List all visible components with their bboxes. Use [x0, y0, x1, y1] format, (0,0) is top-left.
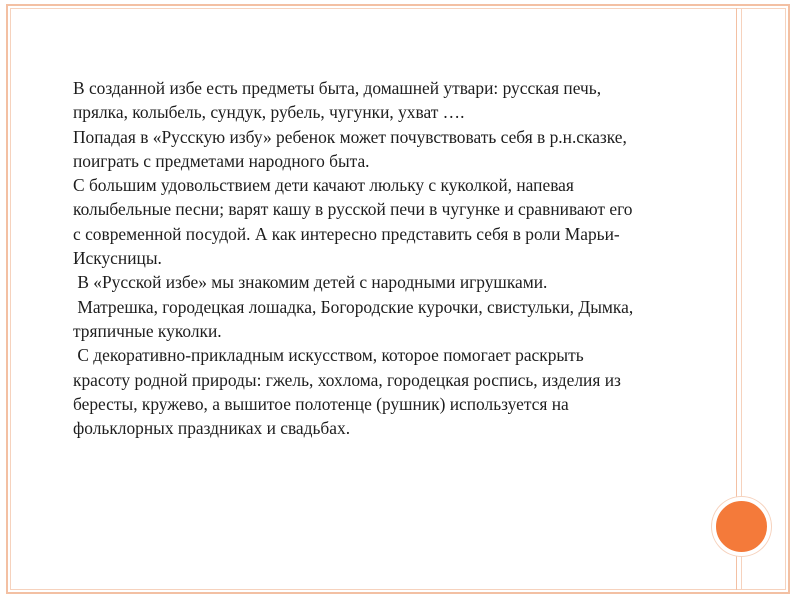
body-line: с современной посудой. А как интересно представить себя в роли Марьи-	[73, 223, 620, 244]
body-line: колыбельные песни; варят кашу в русской печи в чугунке и сравнивают его	[73, 199, 633, 220]
body-line: прялка, колыбель, сундук, рубель, чугунки, ухват ….	[73, 102, 465, 123]
body-line: Искусницы.	[73, 248, 162, 269]
body-line: Матрешка, городецкая лошадка, Богородские курочки, свистульки, Дымка,	[73, 296, 634, 317]
body-line: С декоративно-прикладным искусством, которое помогает раскрыть	[73, 345, 584, 366]
body-line: В созданной избе есть предметы быта, домашней утвари: русская печь,	[73, 78, 602, 98]
body-line: фольклорных праздниках и свадьбах.	[73, 418, 351, 439]
body-line: Попадая в «Русскую избу» ребенок может почувствовать себя в р.н.сказке,	[73, 126, 627, 147]
body-line: красоту родной природы: гжель, хохлома, городецкая роспись, изделия из	[73, 369, 621, 390]
body-line: поиграть с предметами народного быта.	[73, 150, 370, 171]
body-line: В «Русской избе» мы знакомим детей с народными игрушками.	[73, 272, 548, 293]
body-line: тряпичные куколки.	[73, 320, 222, 341]
slide-body-text	[73, 76, 723, 440]
body-line: С большим удовольствием дети качают люльку с куколкой, напевая	[73, 175, 574, 196]
body-line: бересты, кружево, а вышитое полотенце (рушник) используется на	[73, 393, 569, 414]
orange-circle-icon	[712, 497, 771, 556]
